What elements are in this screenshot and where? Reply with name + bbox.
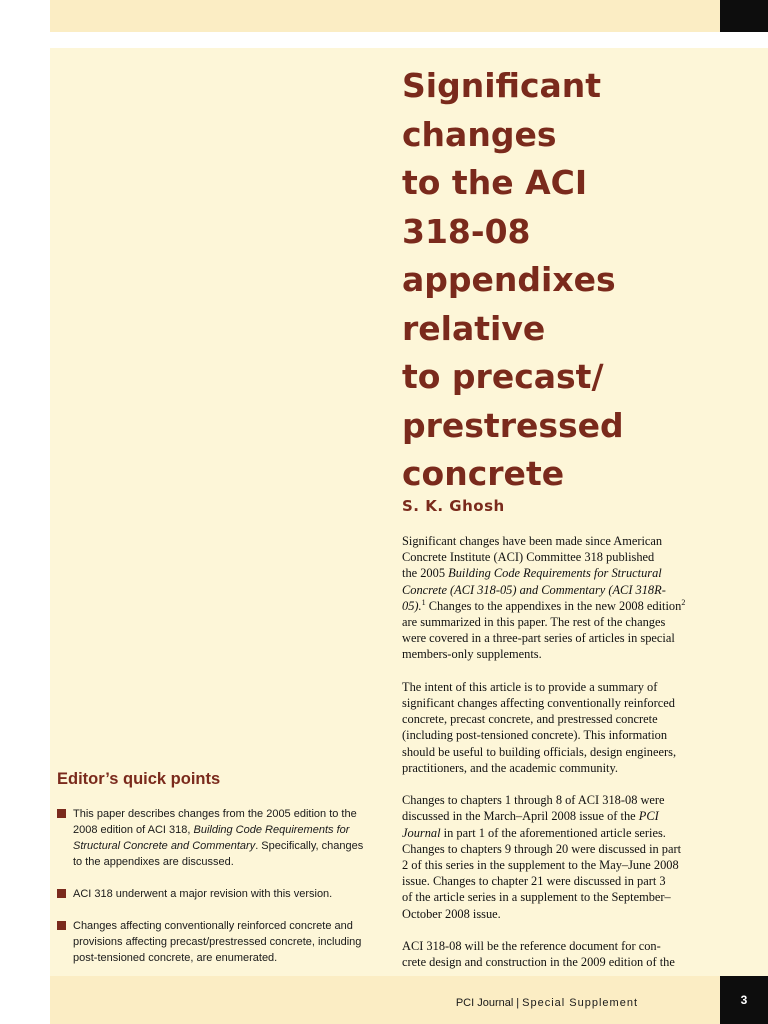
body-line: of the article series in a supplement to the September–: [402, 890, 671, 905]
editors-quick-points-list: [57, 806, 377, 982]
quick-point-line: Structural Concrete and Commentary. Specifically, changes: [73, 840, 364, 852]
body-line: ACI 318-08 will be the reference document for con-: [402, 939, 661, 954]
body-line: discussed in the March–April 2008 issue of the PCI: [402, 809, 659, 824]
body-line: Changes to chapters 1 through 8 of ACI 318-08 were: [402, 793, 665, 808]
quick-point-item: [57, 918, 377, 966]
body-line: Journal in part 1 of the aforementioned article series.: [402, 825, 666, 840]
body-line: practitioners, and the academic community.: [402, 760, 618, 775]
footer-section-name: Special Supplement: [522, 997, 638, 1009]
quick-point-line: provisions affecting precast/prestressed concrete, including: [73, 936, 362, 948]
title-line: changes: [402, 114, 557, 154]
body-paragraph-2: [402, 679, 707, 776]
body-line: 2 of this series in the supplement to the May–June 2008: [402, 858, 679, 873]
body-line: significant changes affecting conventionally reinforced: [402, 696, 675, 711]
title-line: to the ACI: [402, 163, 588, 202]
square-bullet-icon: [57, 889, 66, 898]
quick-point-line: ACI 318 underwent a major revision with this version.: [73, 888, 333, 900]
body-line: issue. Changes to chapter 21 were discussed in part 3: [402, 874, 666, 889]
citation-2: 2: [681, 597, 686, 607]
quick-point-line: to the appendixes are discussed.: [73, 856, 234, 868]
footer-journal-name: PCI Journal: [455, 997, 514, 1009]
body-line: (including post-tensioned concrete). This information: [402, 728, 668, 743]
body-line: The intent of this article is to provide a summary of: [402, 679, 658, 694]
body-line: Concrete Institute (ACI) Committee 318 published: [402, 550, 655, 565]
body-line: are summarized in this paper. The rest of the changes: [402, 615, 666, 630]
quick-point-line: This paper describes changes from the 2005 edition to the: [73, 808, 357, 820]
body-line: crete design and construction in the 2009 edition of the: [402, 955, 675, 970]
body-line: were covered in a three-part series of articles in special: [402, 631, 675, 646]
title-line: prestressed: [402, 405, 624, 445]
author-name: S. K. Ghosh: [402, 497, 505, 515]
quick-point-line: 2008 edition of ACI 318, Building Code Requirements for: [73, 824, 350, 836]
title-line: 318-08: [402, 211, 531, 251]
body-line: 05).$^1$ Changes to the appendixes in the new 2008 edition$^2$: [402, 597, 686, 613]
quick-point-line: post-tensioned concrete, are enumerated.: [73, 952, 278, 964]
quick-point-item: [57, 886, 377, 902]
body-line: concrete, precast concrete, and prestressed concrete: [402, 712, 658, 727]
body-paragraph-3: [402, 792, 707, 922]
title-line: relative: [402, 308, 546, 348]
header-corner-block: [720, 0, 768, 32]
article-title: [402, 62, 742, 499]
running-footer: [456, 997, 638, 1009]
body-line: October 2008 issue.: [402, 906, 501, 921]
body-paragraph-1: [402, 533, 707, 663]
editors-quick-points-heading: Editor’s quick points: [57, 770, 221, 788]
body-line: Changes to chapters 9 through 20 were discussed in part: [402, 841, 682, 856]
citation-1: 1: [421, 597, 426, 607]
body-line: should be useful to building officials, design engineers,: [402, 744, 677, 759]
article-body: [402, 533, 707, 987]
quick-point-item: [57, 806, 377, 870]
title-line: to precast/: [402, 357, 604, 396]
page-number: 3: [720, 976, 768, 1024]
body-line: Concrete (ACI 318-05) and Commentary (ACI 318R-: [402, 582, 666, 597]
body-paragraph-4: [402, 938, 707, 970]
header-band: [50, 0, 720, 32]
square-bullet-icon: [57, 809, 66, 818]
body-line: the 2005 Building Code Requirements for Structural: [402, 566, 662, 581]
square-bullet-icon: [57, 921, 66, 930]
quick-point-line: Changes affecting conventionally reinforced concrete and: [73, 920, 353, 932]
body-line: members-only supplements.: [402, 647, 542, 662]
title-line: concrete: [402, 454, 565, 493]
footer-separator: |: [516, 997, 520, 1009]
title-line: appendixes: [402, 260, 616, 299]
title-line: Significant: [402, 66, 602, 105]
body-line: Significant changes have been made since American: [402, 534, 663, 548]
